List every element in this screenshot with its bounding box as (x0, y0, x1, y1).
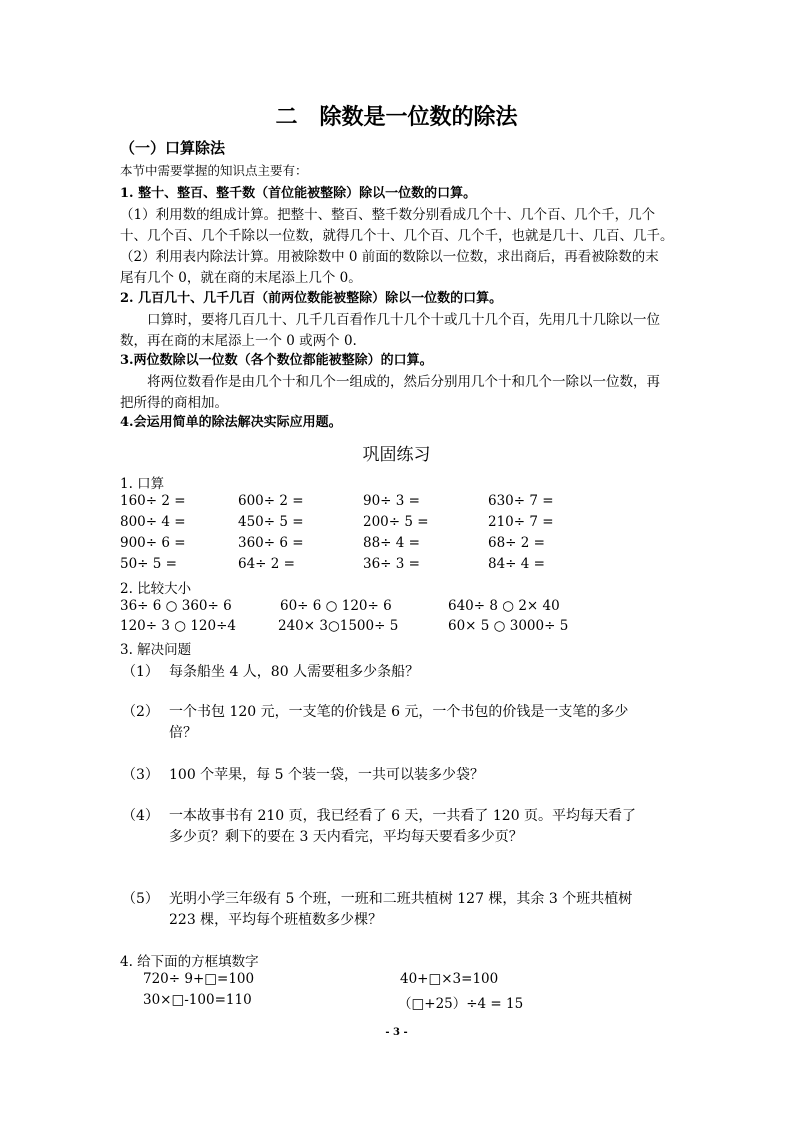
point-3-line-2: 把所得的商相加。 (120, 395, 228, 411)
problem-text: 每条船坐 4 人，80 人需要租多少条船？ (169, 664, 420, 680)
problem-text: 多少页？剩下的要在 3 天内看完，平均每天要看多少页？ (169, 829, 523, 845)
compare-item: 36÷ 6 ○ 360÷ 6 (120, 598, 232, 614)
calc-item: 630÷ 7 = (488, 493, 554, 509)
point-2-line-2: 数，再在商的末尾添上一个 0 或两个 0. (120, 333, 357, 349)
q2-title: 2. 比较大小 (120, 581, 192, 597)
calc-item: 360÷ 6 = (238, 535, 304, 551)
problem-number: （3） (122, 767, 159, 783)
calc-item: 200÷ 5 = (363, 514, 429, 530)
point-3-title: 3.两位数除以一位数（各个数位都能被整除）的口算。 (120, 353, 433, 368)
problem-text: 光明小学三年级有 5 个班，一班和二班共植树 127 棵，其余 3 个班共植树 (169, 891, 633, 907)
calc-item: 36÷ 3 = (363, 556, 420, 572)
problem-number: （1） (122, 664, 159, 680)
compare-item: 640÷ 8 ○ 2× 40 (448, 598, 560, 614)
calc-item: 90÷ 3 = (363, 493, 420, 509)
calc-item: 68÷ 2 = (488, 535, 545, 551)
point-1-title: 1. 整十、整百、整千数（首位能被整除）除以一位数的口算。 (120, 186, 477, 201)
calc-item: 900÷ 6 = (120, 535, 186, 551)
calc-item: 450÷ 5 = (238, 514, 304, 530)
calc-item: 88÷ 4 = (363, 535, 420, 551)
problem-text: 倍？ (169, 725, 197, 741)
point-4-title: 4.会运用简单的除法解决实际应用题。 (120, 415, 342, 430)
point-1-line-2: 十、几个百、几个千除以一位数，就得几个十、几个百、几个千，也就是几十、几百、几千。 (120, 228, 674, 244)
point-2-line-1: 口算时，要将几百几十、几千几百看作几十几个十或几十几个百，先用几十几除以一位 (147, 312, 660, 328)
q3-title: 3. 解决问题 (120, 642, 192, 658)
problem-text: 100 个苹果，每 5 个装一袋，一共可以装多少袋？ (169, 767, 484, 783)
point-3-line-1: 将两位数看作是由几个十和几个一组成的，然后分别用几个十和几个一除以一位数，再 (147, 374, 660, 390)
calc-item: 50÷ 5 = (120, 556, 177, 572)
calc-item: 84÷ 4 = (488, 556, 545, 572)
compare-item: 60÷ 6 ○ 120÷ 6 (280, 598, 392, 614)
calc-item: 160÷ 2 = (120, 493, 186, 509)
calc-item: 600÷ 2 = (238, 493, 304, 509)
compare-item: 60× 5 ○ 3000÷ 5 (448, 618, 569, 634)
compare-item: 240× 3○1500÷ 5 (278, 618, 399, 634)
intro-text: 本节中需要掌握的知识点主要有： (120, 163, 308, 178)
section-heading: （一）口算除法 (120, 139, 226, 157)
q1-title: 1. 口算 (120, 476, 165, 492)
point-1-line-1: （1）利用数的组成计算。把整十、整百、整千数分别看成几个十、几个百、几个千，几个 (120, 207, 656, 223)
point-1-line-4: 尾有几个 0，就在商的末尾添上几个 0。 (120, 270, 362, 286)
problem-number: （5） (122, 891, 159, 907)
point-2-title: 2. 几百几十、几千几百（前两位数能被整除）除以一位数的口算。 (120, 291, 503, 306)
problem-text: 223 棵，平均每个班植数多少棵？ (169, 912, 383, 928)
calc-item: 210÷ 7 = (488, 514, 554, 530)
page-title: 二 除数是一位数的除法 (275, 104, 518, 130)
problem-number: （4） (122, 808, 159, 824)
problem-text: 一本故事书有 210 页，我已经看了 6 天，一共看了 120 页。平均每天看了 (169, 808, 637, 824)
fill-item: （□+25）÷4 = 15 (398, 996, 524, 1012)
fill-item: 720÷ 9+□=100 (143, 971, 255, 987)
page-number: - 3 - (385, 1027, 408, 1038)
calc-item: 64÷ 2 = (238, 556, 295, 572)
fill-item: 30×□-100=110 (143, 992, 252, 1008)
problem-number: （2） (122, 704, 159, 720)
point-1-line-3: （2）利用表内除法计算。用被除数中 0 前面的数除以一位数，求出商后，再看被除数的末 (120, 249, 659, 265)
compare-item: 120÷ 3 ○ 120÷4 (120, 618, 236, 634)
practice-heading: 巩固练习 (362, 445, 431, 465)
fill-item: 40+□×3=100 (400, 971, 499, 987)
q4-title: 4. 给下面的方框填数字 (120, 954, 259, 970)
problem-text: 一个书包 120 元，一支笔的价钱是 6 元，一个书包的价钱是一支笔的多少 (169, 704, 629, 720)
calc-item: 800÷ 4 = (120, 514, 186, 530)
